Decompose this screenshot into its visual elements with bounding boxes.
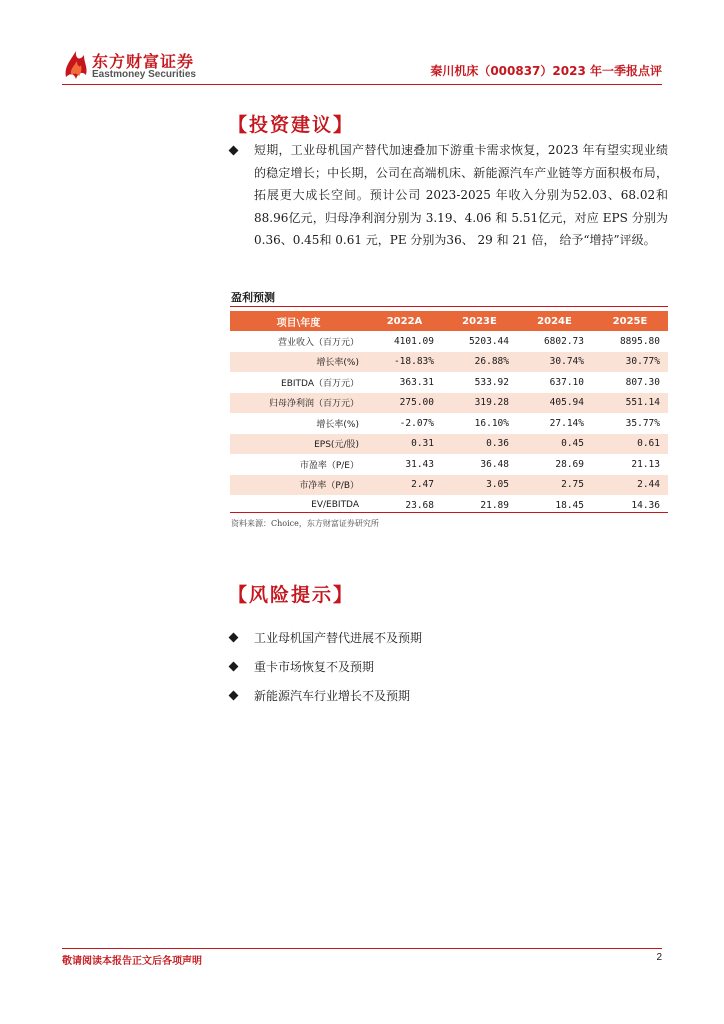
page-number: 2: [656, 952, 662, 963]
table-cell: 26.88%: [442, 352, 517, 373]
table-cell: 0.31: [367, 434, 442, 455]
table-row: [230, 393, 668, 414]
row-label: 增长率(%): [230, 352, 367, 373]
bullet-diamond-icon: [229, 691, 239, 701]
forecast-table: [230, 311, 668, 516]
bullet-diamond-icon: [229, 633, 239, 643]
table-bottom-rule: [230, 512, 668, 513]
table-cell: 23.68: [405, 499, 434, 511]
table-cell: 807.30: [625, 376, 660, 388]
forecast-table-caption: 盈利预测: [231, 291, 275, 304]
table-cell: 14.36: [631, 499, 660, 511]
row-label: EV/EBITDA: [311, 500, 359, 511]
logo-chinese-name: 东方财富证券: [92, 52, 195, 71]
table-cell: 21.89: [480, 499, 509, 511]
table-cell: -18.83%: [367, 352, 442, 373]
table-row: [230, 454, 668, 475]
header-2024e: 2024E: [517, 311, 592, 331]
header-2025e: 2025E: [592, 311, 668, 331]
table-source-note: 资料来源：Choice，东方财富证券研究所: [231, 519, 379, 528]
table-cell: 35.77%: [625, 417, 660, 429]
table-row: [230, 331, 668, 352]
row-label: 营业收入（百万元）: [277, 337, 359, 348]
table-cell: 4101.09: [393, 335, 434, 347]
forecast-header-row: [230, 311, 668, 331]
header-item-year: 项目\年度: [230, 311, 367, 331]
table-cell: 5203.44: [468, 335, 509, 347]
investment-paragraph: 短期，工业母机国产替代加速叠加下游重卡需求恢复，2023 年有望实现业绩的稳定增长；中长期，公司在高端机床、新能源汽车产业链等方面积极布局，拓展更大成长空间。预计公司 2023-2025 年收入分别为52.03、68.02和 88.96亿元，归母净利润分别为 3.19、4.06 和 5.51亿元，对应 EPS 分别为 0.36、0.45和 0.61 元，PE 分别为36、 29 和 21 倍， 给予“增持”评级。: [254, 143, 668, 248]
risk-item-text: 新能源汽车行业增长不及预期: [254, 689, 411, 703]
table-row: [230, 372, 668, 393]
table-row: [230, 434, 668, 455]
table-cell: 533.92: [474, 376, 509, 388]
bullet-diamond-icon: [229, 662, 239, 672]
table-top-rule: [230, 306, 668, 307]
table-cell: 18.45: [555, 499, 584, 511]
row-label: 归母净利润（百万元）: [230, 393, 367, 414]
table-cell: 2.47: [367, 475, 442, 496]
table-cell: 363.31: [399, 376, 434, 388]
header-2023e: 2023E: [442, 311, 517, 331]
table-row: [230, 413, 668, 434]
table-cell: 405.94: [517, 393, 592, 414]
table-cell: 21.13: [631, 458, 660, 470]
table-cell: 3.05: [442, 475, 517, 496]
table-cell: 637.10: [549, 376, 584, 388]
table-cell: 27.14%: [549, 417, 584, 429]
investment-section-title: 【投资建议】: [228, 114, 355, 136]
table-cell: 0.61: [592, 434, 668, 455]
report-title: 秦川机床（000837）2023 年一季报点评: [430, 64, 662, 78]
eastmoney-logo: [62, 47, 212, 83]
row-label: 市净率（P/B）: [230, 475, 367, 496]
table-cell: 2.44: [592, 475, 668, 496]
table-cell: 30.77%: [592, 352, 668, 373]
table-cell: 2.75: [517, 475, 592, 496]
table-cell: 30.74%: [517, 352, 592, 373]
table-cell: 0.45: [517, 434, 592, 455]
row-label: EPS(元/股): [230, 434, 367, 455]
row-label: 市盈率（P/E）: [299, 460, 359, 471]
bullet-diamond-icon: [229, 146, 239, 156]
table-cell: 36.48: [480, 458, 509, 470]
row-label: 增长率(%): [316, 419, 359, 430]
footer-disclaimer: 敬请阅读本报告正文后各项声明: [62, 956, 202, 967]
table-cell: 31.43: [405, 458, 434, 470]
risk-item-text: 重卡市场恢复不及预期: [254, 660, 375, 674]
footer-divider: [62, 948, 662, 949]
table-cell: 8895.80: [619, 335, 660, 347]
header-2022a: 2022A: [367, 311, 442, 331]
header-divider: [62, 84, 662, 85]
table-cell: 0.36: [442, 434, 517, 455]
table-cell: 275.00: [367, 393, 442, 414]
table-row: [230, 352, 668, 373]
table-cell: 319.28: [442, 393, 517, 414]
logo-english-name: Eastmoney Securities: [92, 69, 196, 80]
row-label: EBITDA（百万元）: [281, 378, 359, 389]
table-cell: -2.07%: [399, 417, 434, 429]
table-cell: 551.14: [592, 393, 668, 414]
table-cell: 6802.73: [543, 335, 584, 347]
eastmoney-flame-icon: [62, 47, 90, 81]
table-row: [230, 475, 668, 496]
risk-section-title: 【风险提示】: [228, 584, 355, 606]
risk-item-text: 工业母机国产替代进展不及预期: [254, 631, 423, 645]
investment-bullet: [228, 139, 668, 252]
table-cell: 16.10%: [474, 417, 509, 429]
table-cell: 28.69: [555, 458, 584, 470]
